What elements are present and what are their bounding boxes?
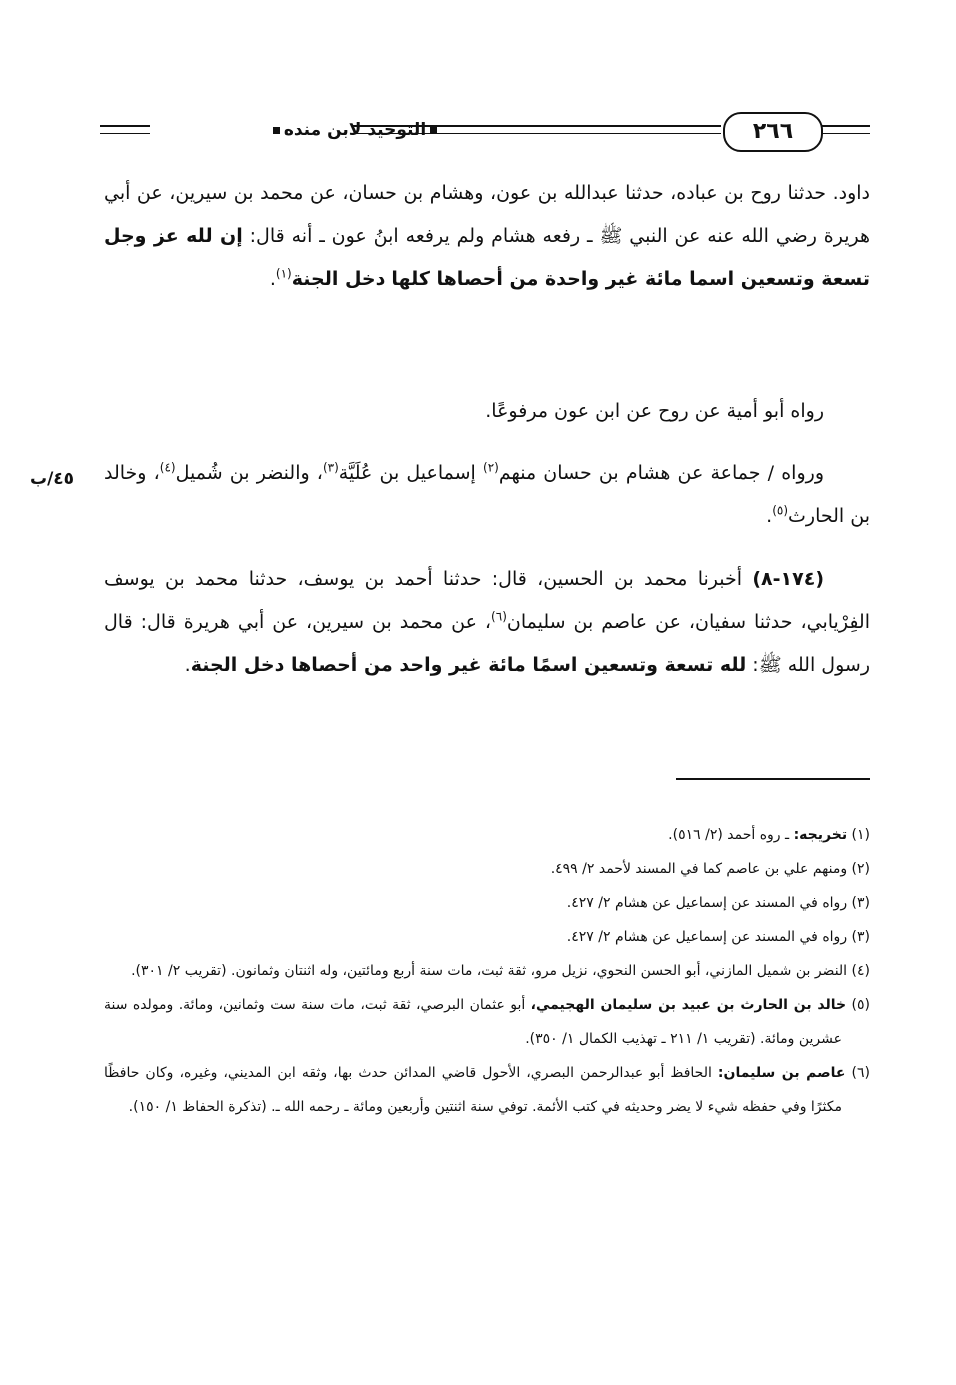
footnote-label: خالد بن الحارث بن عبيد بن سليمان الهجيمي، [530,997,847,1013]
header-rule-left-thin [100,133,150,134]
text-run: محمد بن سيرين، عن أبي هريرة رضي الله عنه عن النبي ﷺ ـ رفعه هشام ولم يرفعه [104,182,871,247]
footnote-number: (١) [851,827,870,843]
text-run: داود. حدثنا روح بن عباده، حدثنا عبدالله بن عون، وهشام بن حسان، عن [310,182,870,204]
footnote-ref-2[interactable]: (٢) [483,460,499,475]
footnote-separator [676,778,870,780]
footnote-text: ـ روه أحمد (٢/ ٥١٦). [668,827,794,843]
header-rule-middle [353,125,721,127]
footnote-ref-4[interactable]: (٤) [159,460,176,475]
footnote-text: الحافظ أبو عبدالرحمن البصري، الأحول قاضي المدائن حدث بها، وثقه ابن المديني، وغيره، وكان حافظًا مكثرًا وفي حفظه شيء لا يضر وحديثه في كتب الأئمة. توفي سنة اثنتين وأربعين ومائة ـ رحمه الله ـ. (تذكرة الحفاظ ١/ ١٥٠). [104,1065,842,1115]
footnote-text: رواه في المسند عن إسماعيل عن هشام ٢/ ٤٢٧. [566,929,852,945]
header-rule-right [822,125,870,127]
footnote-5 [104,988,870,1056]
footnote-ref-3[interactable]: (٣) [322,460,339,475]
footnote-6 [104,1056,870,1124]
page-number: ٢٦٦ [723,112,823,152]
main-text-4 [104,558,870,687]
text-run: . [184,654,191,676]
footnote-label: تخريجه: [793,827,848,843]
footnote-ref-5[interactable]: (٥) [772,503,789,518]
paragraph-3 [104,452,870,538]
footnote-text: أبو عثمان البرصي، ثقة ثبت، مات سنة ست وثمانين، ومائة. ومولده سنة عشرين ومائة. (تقريب ١/ ٢١١ ـ تهذيب الكمال ١/ ٣٥٠). [104,997,842,1047]
footnote-number: (٥) [851,997,871,1013]
footnote-number: (٦) [851,1065,870,1081]
text-run: إسماعيل بن عُلَيَّة [338,462,483,484]
main-text [104,172,870,301]
footnote-1 [104,818,870,852]
square-ornament-icon [273,127,280,134]
book-title-text: التوحيد لابن منده [283,120,427,140]
main-text-2 [104,390,870,433]
main-text-3 [104,452,870,538]
text-run: ورواه / جماعة عن هشام بن حسان منهم [498,462,824,484]
text-run: ، وخالد بن الحارث [104,462,870,527]
hadith-text: إن لله عز وجل تسعة وتسعين اسما مائة غير واحدة من أحصاها كلها [104,225,870,290]
footnote-text: النضر بن شميل المازني، أبو الحسن النحوي، نزيل مرو، ثقة ثبت، مات سنة أربع ومائتين، وله اثنتان وثمانون. (تقريب ٢/ ٣٠١). [131,963,852,979]
page-header [100,112,870,152]
paragraph-2: رواه أبو أمية عن روح عن ابن عون مرفوعًا. [485,400,824,422]
text-run: ، والنضر بن شُميل [175,462,323,484]
paragraph-4 [104,558,870,687]
footnote-2 [104,852,870,886]
footnotes [104,818,870,1124]
footnote-text: ومنهم علي بن عاصم كما في المسند لأحمد ٢/ ٤٩٩. [550,861,852,877]
footnote-3b [104,920,870,954]
footnote-ref-6[interactable]: (٦) [491,609,507,624]
header-rule-left [100,125,150,127]
footnote-text: رواه في المسند عن إسماعيل عن هشام ٢/ ٤٢٧. [566,895,852,911]
footnote-number: (٣) [851,895,870,911]
hadith-number: (١٧٤-٨) [752,568,824,590]
footnote-label: عاصم بن سليمان: [717,1065,846,1081]
footnote-ref-1[interactable]: (١) [275,266,292,281]
header-rule-right-thin [822,133,870,134]
hadith-text: لله تسعة وتسعين اسمًا مائة غير واحد من أحصاها دخل الجنة [190,654,747,676]
text-run: . [766,505,773,527]
margin-folio-note: ٤٥/ب [30,469,75,489]
text-run: . [269,268,276,290]
hadith-text-end: دخل الجنة [291,268,386,290]
footnote-number: (٤) [851,963,870,979]
header-rule-middle-thin [353,133,721,134]
text-run: أخبرنا محمد بن الحسين، قال: حدثنا أحمد بن يوسف، حدثنا محمد بن يوسف الفِرْيابي، حدثنا سفيان، عن عاصم بن سليمان [104,568,870,633]
text-run: ابنُ عون ـ أنه قال: [242,225,399,247]
footnote-number: (٢) [851,861,870,877]
text-run: ، عن محمد بن سيرين، عن أبي هريرة قال: قال رسول الله ﷺ: [104,611,870,676]
footnote-3 [104,886,870,920]
paragraph-1 [104,172,870,301]
book-title [250,115,460,145]
footnote-number: (٣) [851,929,870,945]
footnote-4 [104,954,870,988]
